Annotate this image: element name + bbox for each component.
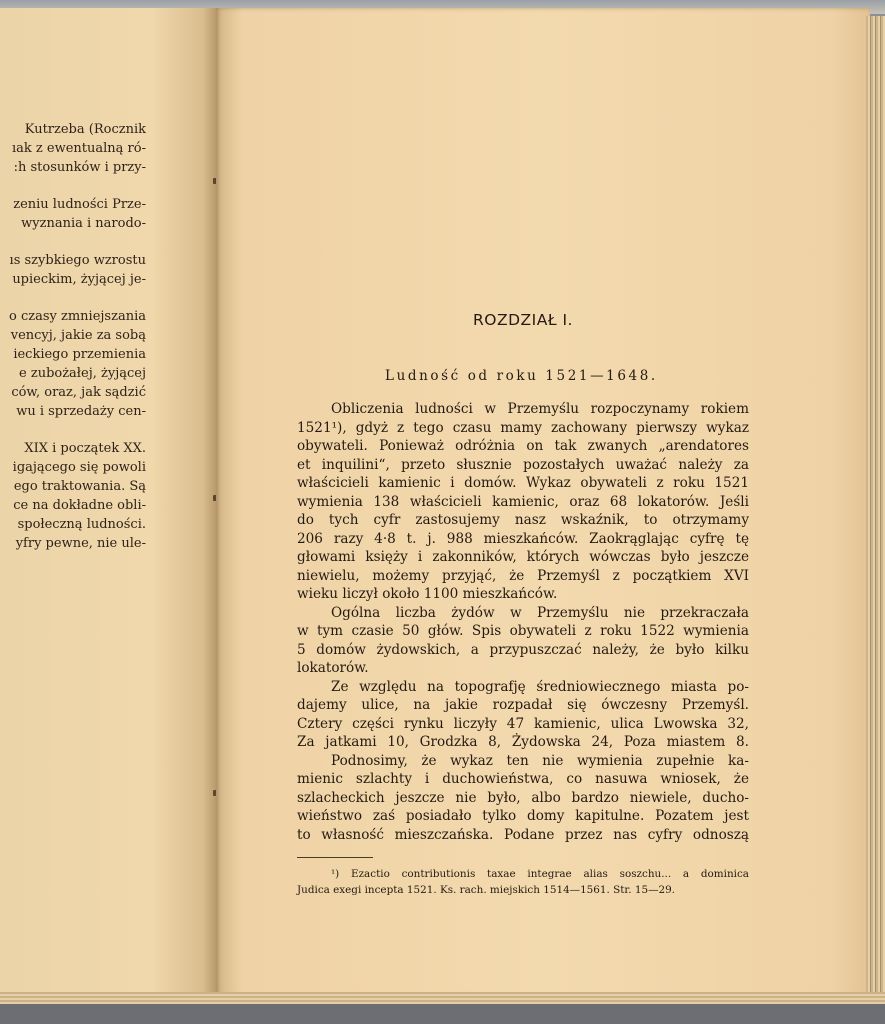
- text-line: lokatorów.: [297, 660, 369, 676]
- footnote: [297, 866, 749, 898]
- text-line: 206 razy 4·8 t. j. 988 mieszkańców. Zaokrąglając cyfrę tę: [297, 530, 749, 547]
- text-line: do tych cyfr zastosujemy nasz wskaźnik, to otrzymamy: [297, 512, 749, 528]
- body-text: [297, 400, 749, 844]
- text-line: mienic szlachty i duchowieństwa, co nasuwa wniosek, że: [297, 771, 749, 787]
- left-line: yfry pewne, nie ule-: [15, 536, 146, 551]
- text-line: głowami księży i zakonników, których wówczas było jeszcze: [297, 549, 749, 565]
- text-line: obywateli. Ponieważ odróżnia on tak zwanych „arendatores: [297, 438, 749, 454]
- text-line: et inquilini“, przeto słusznie pozostałych uważać należy za: [297, 456, 749, 473]
- text-line: Ogólna liczba żydów w Przemyślu nie przekraczała: [331, 604, 749, 621]
- text-line: dajemy ulice, na jakie rozpadał się ówczesny Przemyśl.: [297, 697, 749, 713]
- text-line: niewielu, możemy przyjąć, że Przemyśl z początkiem XVI: [297, 567, 749, 584]
- left-line: ıak z ewentualną ró-: [12, 141, 146, 156]
- footnote-line: ¹) Ezactio contributionis taxae integrae alias soszchu... a dominica: [331, 868, 749, 880]
- left-line: ego traktowania. Są: [13, 479, 146, 494]
- left-line: vencyj, jakie za sobą: [10, 328, 146, 343]
- text-line: 1521¹), gdyż z tego czasu mamy zachowany pierwszy wykaz: [297, 419, 749, 436]
- left-line: zeniu ludności Prze-: [13, 197, 146, 212]
- left-line: upieckim, żyjącej je-: [12, 272, 146, 287]
- left-line: Kutrzeba (Rocznik: [24, 122, 146, 137]
- text-line: to własność mieszczańska. Podane przez nas cyfry odnoszą: [297, 826, 749, 843]
- chapter-title: ROZDZIAŁ I.: [473, 311, 573, 329]
- text-line: wymienia 138 właścicieli kamienic, oraz 68 lokatorów. Jeśli: [297, 493, 749, 510]
- left-line: ieckiego przemienia: [13, 347, 146, 362]
- text-line: 5 domów żydowskich, a przypuszczać należy, że było kilku: [297, 641, 749, 658]
- text-line: szlacheckich jeszcze nie było, albo bardzo niewiele, ducho-: [297, 789, 749, 806]
- text-line: Cztery części rynku liczyły 47 kamienic, ulica Lwowska 32,: [297, 715, 749, 732]
- text-line: wieństwo zaś posiadało tylko domy kapitulne. Pozatem jest: [297, 808, 749, 824]
- left-line: :h stosunków i przy-: [13, 160, 146, 175]
- left-line: wu i sprzedaży cen-: [16, 404, 146, 419]
- text-line: Podnosimy, że wykaz ten nie wymienia zupełnie ka-: [331, 752, 749, 769]
- text-line: Obliczenia ludności w Przemyślu rozpoczynamy rokiem: [331, 401, 749, 417]
- page-edge: [866, 16, 885, 994]
- left-line: ce na dokładne obli-: [13, 498, 146, 513]
- left-line: wyznania i narodo-: [21, 216, 146, 231]
- section-title: Ludność od roku 1521—1648.: [385, 368, 658, 384]
- left-line: o czasy zmniejszania: [9, 309, 146, 324]
- left-line: e zubożałej, żyjącej: [19, 366, 146, 381]
- text-line: Za jatkami 10, Grodzka 8, Żydowska 24, Poza miastem 8.: [297, 734, 749, 750]
- left-page-text: [0, 120, 146, 553]
- left-line: ıs szybkiego wzrostu: [9, 253, 146, 268]
- left-line: społeczną ludności.: [17, 517, 146, 532]
- left-line: igającego się powoli: [12, 460, 146, 475]
- text-line: właścicieli kamienic i domów. Wykaz obywateli z roku 1521: [297, 475, 749, 491]
- left-page: [0, 8, 216, 1000]
- left-line: XIX i początek XX.: [24, 441, 146, 456]
- background-bottom: [0, 1004, 885, 1024]
- footnote-line: Judica exegi incepta 1521. Ks. rach. miejskich 1514—1561. Str. 15—29.: [297, 884, 675, 896]
- left-line: ców, oraz, jak sądzić: [11, 385, 146, 400]
- text-line: w tym czasie 50 głów. Spis obywateli z roku 1522 wymienia: [297, 623, 749, 639]
- text-line: wieku liczył około 1100 mieszkańców.: [297, 586, 558, 602]
- footnote-divider: [297, 857, 373, 858]
- text-line: Ze względu na topografję średniowiecznego miasta po-: [331, 678, 749, 695]
